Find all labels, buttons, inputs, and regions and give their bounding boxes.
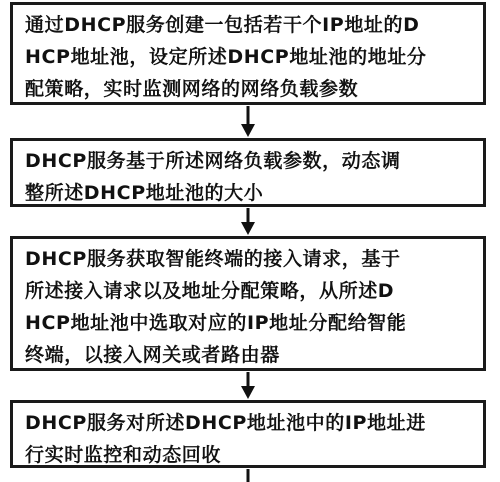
step-4-line-1: DHCP服务对所述DHCP地址池中的IP地址进 <box>25 412 426 434</box>
step-2-line-2: 整所述DHCP地址池的大小 <box>25 182 264 204</box>
step-1-line-1: 通过DHCP服务创建一包括若干个IP地址的D <box>25 14 420 36</box>
step-1-line-3: 配策略，实时监测网络的网络负载参数 <box>25 78 359 100</box>
step-3-line-4: 终端，以接入网关或者路由器 <box>25 344 280 366</box>
flow-step-4 <box>10 400 486 468</box>
step-3-line-2: 所述接入请求以及地址分配策略，从所述D <box>25 280 395 302</box>
arrow-1-to-2 <box>241 106 255 137</box>
step-3-line-3: HCP地址池中选取对应的IP地址分配给智能 <box>25 312 407 334</box>
step-1-line-2: HCP地址池，设定所述DHCP地址池的地址分 <box>25 46 427 68</box>
arrow-2-to-3 <box>241 208 255 235</box>
step-3-line-1: DHCP服务获取智能终端的接入请求，基于 <box>25 248 401 270</box>
flow-step-1 <box>10 2 486 105</box>
step-4-line-2: 行实时监控和动态回收 <box>25 444 222 466</box>
step-2-line-1: DHCP服务基于所述网络负载参数，动态调 <box>25 150 401 172</box>
flow-step-2 <box>10 138 486 207</box>
flow-step-3 <box>10 236 486 371</box>
arrow-3-to-4 <box>241 372 255 399</box>
